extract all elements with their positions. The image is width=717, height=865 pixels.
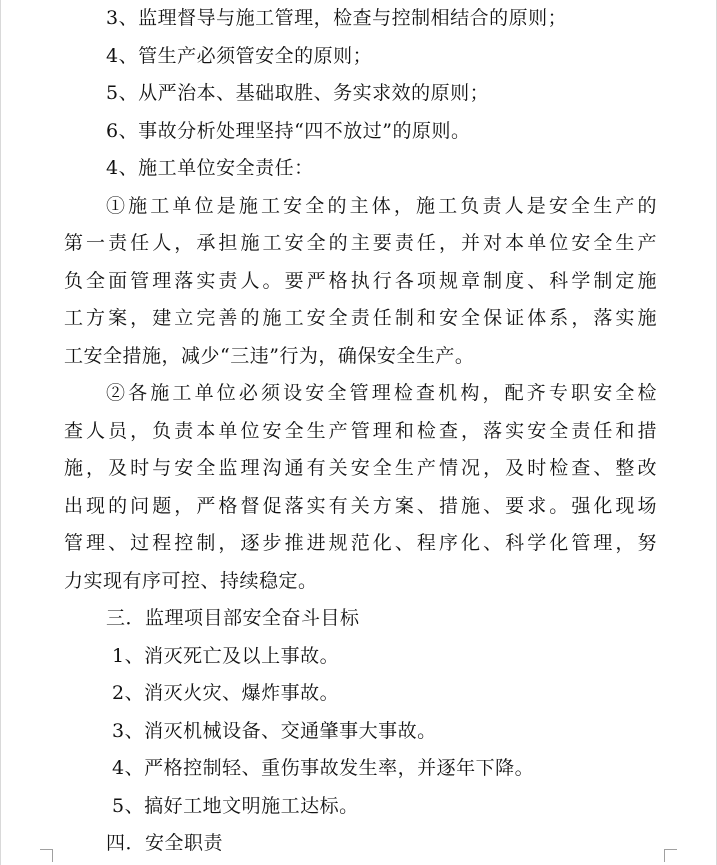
goal-5: 5、搞好工地文明施工达标。	[112, 794, 359, 817]
paragraph-2-line-4: 出现的问题，严格督促落实有关方案、措施、要求。强化现场	[64, 494, 657, 517]
paragraph-2-line-1: ②各施工单位必须设安全管理检查机构，配齐专职安全检	[106, 382, 657, 404]
goal-1: 1、消灭死亡及以上事故。	[112, 644, 340, 667]
principle-3: 3、监理督导与施工管理，检查与控制相结合的原则；	[106, 7, 568, 29]
document-body	[64, 0, 664, 863]
paragraph-1-line-5: 工安全措施，减少“三违”行为，确保安全生产。	[64, 344, 475, 367]
principle-4: 4、管生产必须管安全的原则；	[106, 44, 373, 67]
paragraph-1-line-2: 第一责任人，承担施工安全的主要责任，并对本单位安全生产	[64, 232, 657, 254]
paragraph-2-line-6: 力实现有序可控、持续稳定。	[64, 569, 318, 592]
margin-corner-mark-left	[40, 849, 53, 862]
section-heading-contractor-responsibility: 4、施工单位安全责任：	[106, 157, 314, 179]
section-heading-safety-duties: 四．安全职责	[106, 832, 224, 854]
principle-6: 6、事故分析处理坚持“四不放过”的原则。	[106, 119, 471, 142]
paragraph-1-line-1: ①施工单位是施工安全的主体，施工负责人是安全生产的	[106, 194, 657, 217]
paragraph-2-line-3: 施，及时与安全监理沟通有关安全生产情况，及时检查、整改	[64, 457, 657, 479]
page-border-left	[0, 0, 1, 865]
principle-5: 5、从严治本、基础取胜、务实求效的原则；	[106, 82, 490, 104]
section-heading-safety-goals: 三．监理项目部安全奋斗目标	[106, 607, 360, 629]
paragraph-2-line-2: 查人员，负责本单位安全生产管理和检查，落实安全责任和措	[64, 419, 657, 442]
goal-3: 3、消灭机械设备、交通肇事大事故。	[112, 719, 437, 742]
goal-2: 2、消灭火灾、爆炸事故。	[112, 682, 340, 704]
paragraph-2-line-5: 管理、过程控制，逐步推进规范化、程序化、科学化管理，努	[64, 532, 657, 554]
margin-corner-mark-right	[664, 849, 677, 862]
paragraph-1-line-3: 负全面管理落实责人。要严格执行各项规章制度、科学制定施	[64, 269, 657, 292]
paragraph-1-line-4: 工方案，建立完善的施工安全责任制和安全保证体系，落实施	[64, 307, 657, 329]
goal-4: 4、严格控制轻、重伤事故发生率，并逐年下降。	[112, 757, 535, 779]
